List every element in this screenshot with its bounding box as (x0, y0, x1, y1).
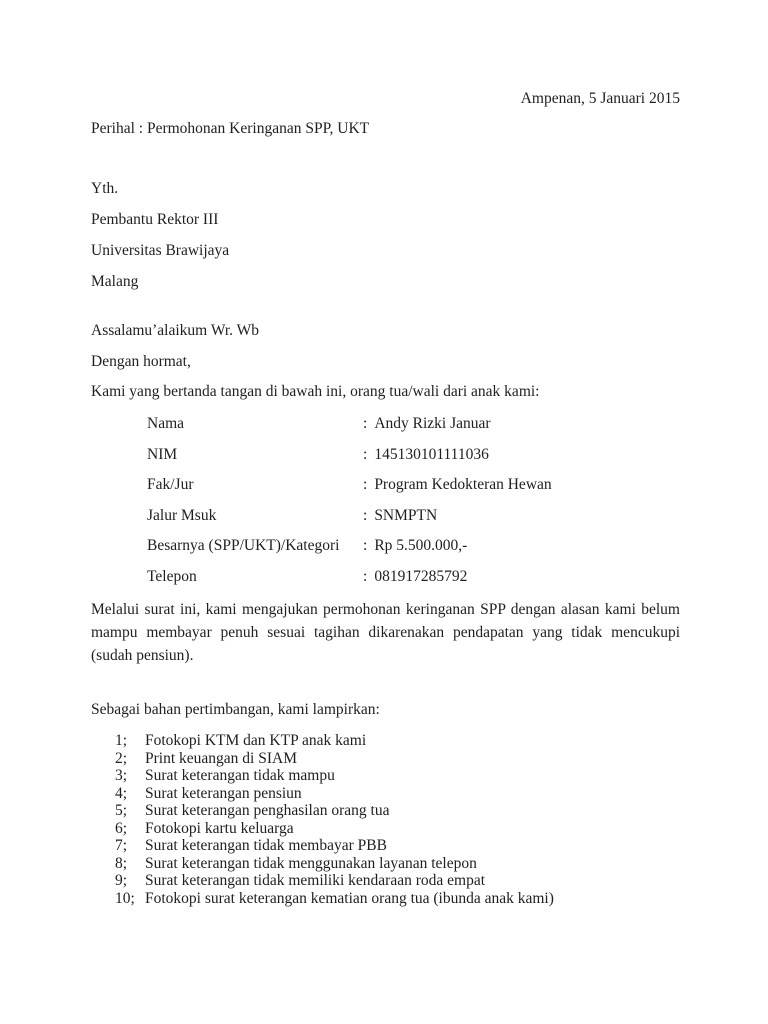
request-paragraph: Melalui surat ini, kami mengajukan permohonan keringanan SPP dengan alasan kami belum mampu membayar penuh sesuai tagihan dikarenakan pendapatan yang tidak mencukupi (sudah pensiun). (91, 601, 680, 664)
attachment-text: Fotokopi surat keterangan kematian orang tua (ibunda anak kami) (145, 889, 554, 907)
attachment-number: 8; (115, 854, 128, 872)
attachment-text: Surat keterangan penghasilan orang tua (145, 802, 390, 819)
field-row-telepon (147, 568, 680, 586)
attachment-item (115, 855, 680, 873)
attachment-item (115, 732, 680, 750)
attachments-list (91, 732, 680, 907)
attachment-text: Surat keterangan tidak menggunakan layanan telepon (145, 854, 477, 872)
field-row-nama (147, 415, 680, 433)
field-colon: : (363, 537, 368, 554)
field-colon: : (363, 476, 368, 493)
field-value: Andy Rizki Januar (374, 415, 491, 432)
attachment-text: Surat keterangan tidak membayar PBB (145, 837, 387, 854)
attachment-number: 7; (115, 837, 128, 854)
field-label: Besarnya (SPP/UKT)/Kategori (147, 537, 340, 554)
field-colon: : (363, 506, 368, 524)
attachments-intro: Sebagai bahan pertimbangan, kami lampirkan: (91, 701, 380, 718)
attachment-text: Print keuangan di SIAM (145, 749, 297, 767)
field-label: Nama (147, 415, 185, 432)
attachment-text: Fotokopi KTM dan KTP anak kami (145, 732, 367, 749)
recipient-line: Universitas Brawijaya (91, 242, 230, 259)
intro-line: Kami yang bertanda tangan di bawah ini, orang tua/wali dari anak kami: (91, 383, 540, 400)
subject-line: Perihal : Permohonan Keringanan SPP, UKT (91, 120, 370, 137)
field-label: Jalur Msuk (147, 506, 217, 524)
salutation-line: Assalamu’alaikum Wr. Wb (91, 322, 259, 339)
field-row-jalur-masuk (147, 507, 680, 525)
attachment-number: 3; (115, 767, 128, 784)
field-label: Telepon (147, 567, 197, 585)
field-colon: : (363, 567, 368, 585)
field-row-nim (147, 446, 680, 464)
field-value: 145130101111036 (374, 445, 489, 463)
attachment-item (115, 820, 680, 838)
field-row-fak-jur (147, 476, 680, 494)
field-label: NIM (147, 445, 178, 463)
attachment-text: Surat keterangan tidak mampu (145, 767, 335, 784)
recipient-line: Malang (91, 273, 139, 290)
recipient-block (91, 180, 680, 291)
attachment-number: 2; (115, 749, 128, 767)
attachment-item (115, 785, 680, 803)
field-value: Program Kedokteran Hewan (374, 476, 552, 493)
field-value: Rp 5.500.000,- (374, 537, 468, 554)
attachment-text: Fotokopi kartu keluarga (145, 819, 294, 837)
attachment-item (115, 802, 680, 820)
attachment-item (115, 767, 680, 785)
attachment-number: 9; (115, 872, 128, 889)
recipient-line: Yth. (91, 180, 119, 197)
attachment-text: Surat keterangan pensiun (145, 784, 302, 802)
attachment-number: 10; (115, 889, 135, 907)
attachment-text: Surat keterangan tidak memiliki kendaraan roda empat (145, 872, 486, 889)
field-value: 081917285792 (374, 567, 468, 585)
attachment-number: 4; (115, 784, 128, 802)
attachment-item (115, 837, 680, 855)
field-value: SNMPTN (374, 506, 438, 524)
field-label: Fak/Jur (147, 476, 194, 493)
attachment-item (115, 890, 680, 908)
greeting-line: Dengan hormat, (91, 353, 191, 370)
attachment-number: 6; (115, 819, 128, 837)
field-colon: : (363, 415, 368, 432)
attachment-item (115, 750, 680, 768)
attachment-number: 5; (115, 802, 128, 819)
date-line: Ampenan, 5 Januari 2015 (520, 90, 680, 107)
attachment-number: 1; (115, 732, 128, 749)
attachment-item (115, 872, 680, 890)
field-colon: : (363, 445, 368, 463)
field-row-besarnya-spp (147, 537, 680, 555)
recipient-line: Pembantu Rektor III (91, 211, 219, 228)
student-data-fields (91, 415, 680, 586)
